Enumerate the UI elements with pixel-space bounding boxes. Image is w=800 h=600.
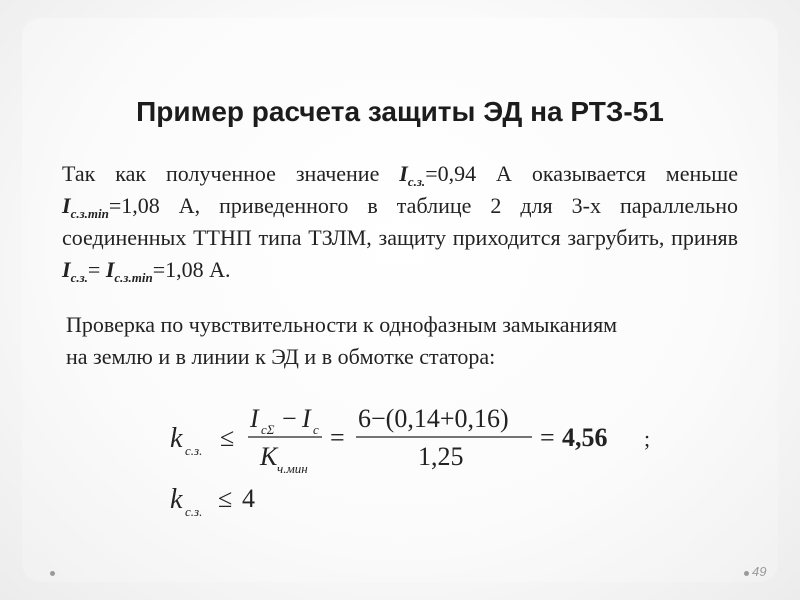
frac1-den-sub: ч.мин (277, 461, 308, 476)
frac1-num-b: I (302, 404, 311, 433)
formula-requirement (170, 480, 290, 520)
formula-value: 4 (242, 484, 255, 513)
formula-lhs: k (170, 484, 183, 515)
text-segment: =0,94 А оказывается меньше (425, 161, 738, 186)
nav-dot-left[interactable] (50, 571, 55, 576)
paragraph-line: Проверка по чувствительности к однофазным замыканиям (66, 312, 618, 337)
formula-lhs-sub: с.з. (185, 443, 203, 458)
text-segment: = (87, 257, 106, 282)
slide-title: Пример расчета защиты ЭД на РТЗ-51 (136, 96, 664, 127)
symbol-current: $I_{с.з.}$ (62, 257, 88, 285)
frac1-num-a: I (250, 404, 259, 433)
symbol-current: $I_{с.з.}$ (399, 161, 426, 189)
formula-result: 4,56 (562, 423, 608, 452)
formula-semicolon: ; (644, 426, 651, 451)
formula-sensitivity (170, 395, 690, 485)
frac2-den: 1,25 (418, 442, 464, 471)
formula-relation: ≤ (220, 423, 235, 452)
nav-dot-right[interactable] (744, 571, 749, 576)
text-segment: =1,08 А, приведенного в таблице 2 для 3-х параллельно соединенных ТТНП типа ТЗЛМ, защиту приходится загрубить, приняв (62, 193, 738, 250)
formula-relation: ≤ (218, 484, 233, 513)
paragraph-line: на землю и в линии к ЭД и в обмотке статора: (66, 344, 496, 369)
page-number: 49 (752, 564, 767, 579)
symbol-current-min: $I_{с.з.min}$ (62, 193, 109, 221)
formula-equals: = (540, 423, 555, 452)
text-segment: Так как полученное значение (62, 161, 400, 186)
frac1-num-a-sub: сΣ (261, 422, 275, 437)
formula-equals: = (330, 423, 345, 452)
formula-lhs: k (170, 423, 183, 454)
frac2-num: 6−(0,14+0,16) (358, 404, 509, 433)
frac1-den: K (260, 442, 278, 471)
symbol-current-min: $I_{с.з.min}$ (105, 257, 153, 285)
paragraph-explanation (62, 158, 738, 286)
frac1-minus: − (282, 404, 297, 433)
frac1-num-b-sub: с (313, 422, 319, 437)
paragraph-sensitivity-check (66, 309, 746, 373)
text-segment: =1,08 А. (152, 257, 231, 282)
formula-lhs-sub: с.з. (185, 504, 203, 519)
